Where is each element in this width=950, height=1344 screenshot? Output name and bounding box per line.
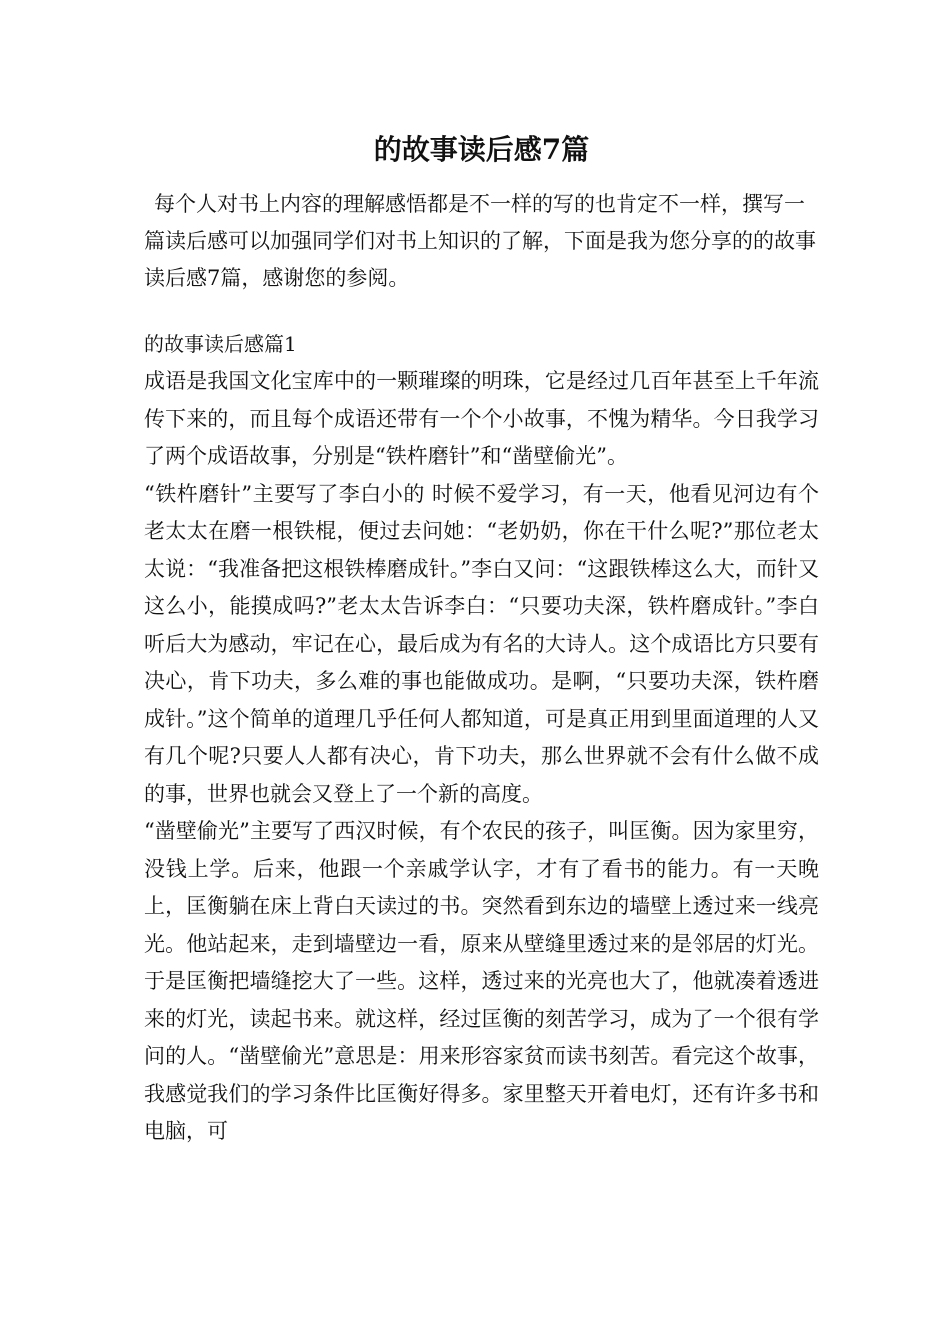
body-paragraph-1: 成语是我国文化宝库中的一颗璀璨的明珠，它是经过几百年甚至上千年流传下来的，而且每个成语还带有一个个小故事，不愧为精华。今日我学习了两个成语故事，分别是“铁杵磨针”和“凿壁偷光”。 (144, 369, 819, 468)
body-paragraph-3: “凿壁偷光”主要写了西汉时候，有个农民的孩子，叫匡衡。因为家里穷，没钱上学。后来，他跟一个亲戚学认字，才有了看书的能力。有一天晚上，匡衡躺在床上背白天读过的书。突然看到东边的墙壁上透过来一线亮光。他站起来，走到墙壁边一看，原来从壁缝里透过来的是邻居的灯光。于是匡衡把墙缝挖大了一些。这样，透过来的光亮也大了，他就凑着透进来的灯光，读起书来。就这样，经过匡衡的刻苦学习，成为了一个很有学问的人。“凿壁偷光”意思是：用来形容家贫而读书刻苦。看完这个故事，我感觉我们的学习条件比匡衡好得多。家里整天开着电灯，还有许多书和电脑，可 (144, 819, 819, 1143)
document-title: 的故事读后感7篇 (373, 133, 590, 166)
intro-paragraph: 每个人对书上内容的理解感悟都是不一样的写的也肯定不一样，撰写一篇读后感可以加强同学们对书上知识的了解，下面是我为您分享的的故事读后感7篇，感谢您的参阅。 (144, 192, 816, 290)
body-paragraph-2: “铁杵磨针”主要写了李白小的 时候不爱学习，有一天，他看见河边有个老太太在磨一根铁棍，便过去问她：“老奶奶，你在干什么呢?”那位老太太说：“我准备把这根铁棒磨成针。”李白又问：“这跟铁棒这么大，而针又这么小，能摸成吗?”老太太告诉李白：“只要功夫深，铁杵磨成针。”李白听后大为感动，牢记在心，最后成为有名的大诗人。这个成语比方只要有决心，肯下功夫，多么难的事也能做成功。是啊，“只要功夫深，铁杵磨成针。”这个简单的道理几乎任何人都知道，可是真正用到里面道理的人又有几个呢?只要人人都有决心，肯下功夫，那么世界就不会有什么做不成的事，世界也就会又登上了一个新的高度。 (144, 481, 819, 806)
document-body (144, 128, 819, 1151)
section-heading: 的故事读后感篇1 (144, 332, 297, 356)
